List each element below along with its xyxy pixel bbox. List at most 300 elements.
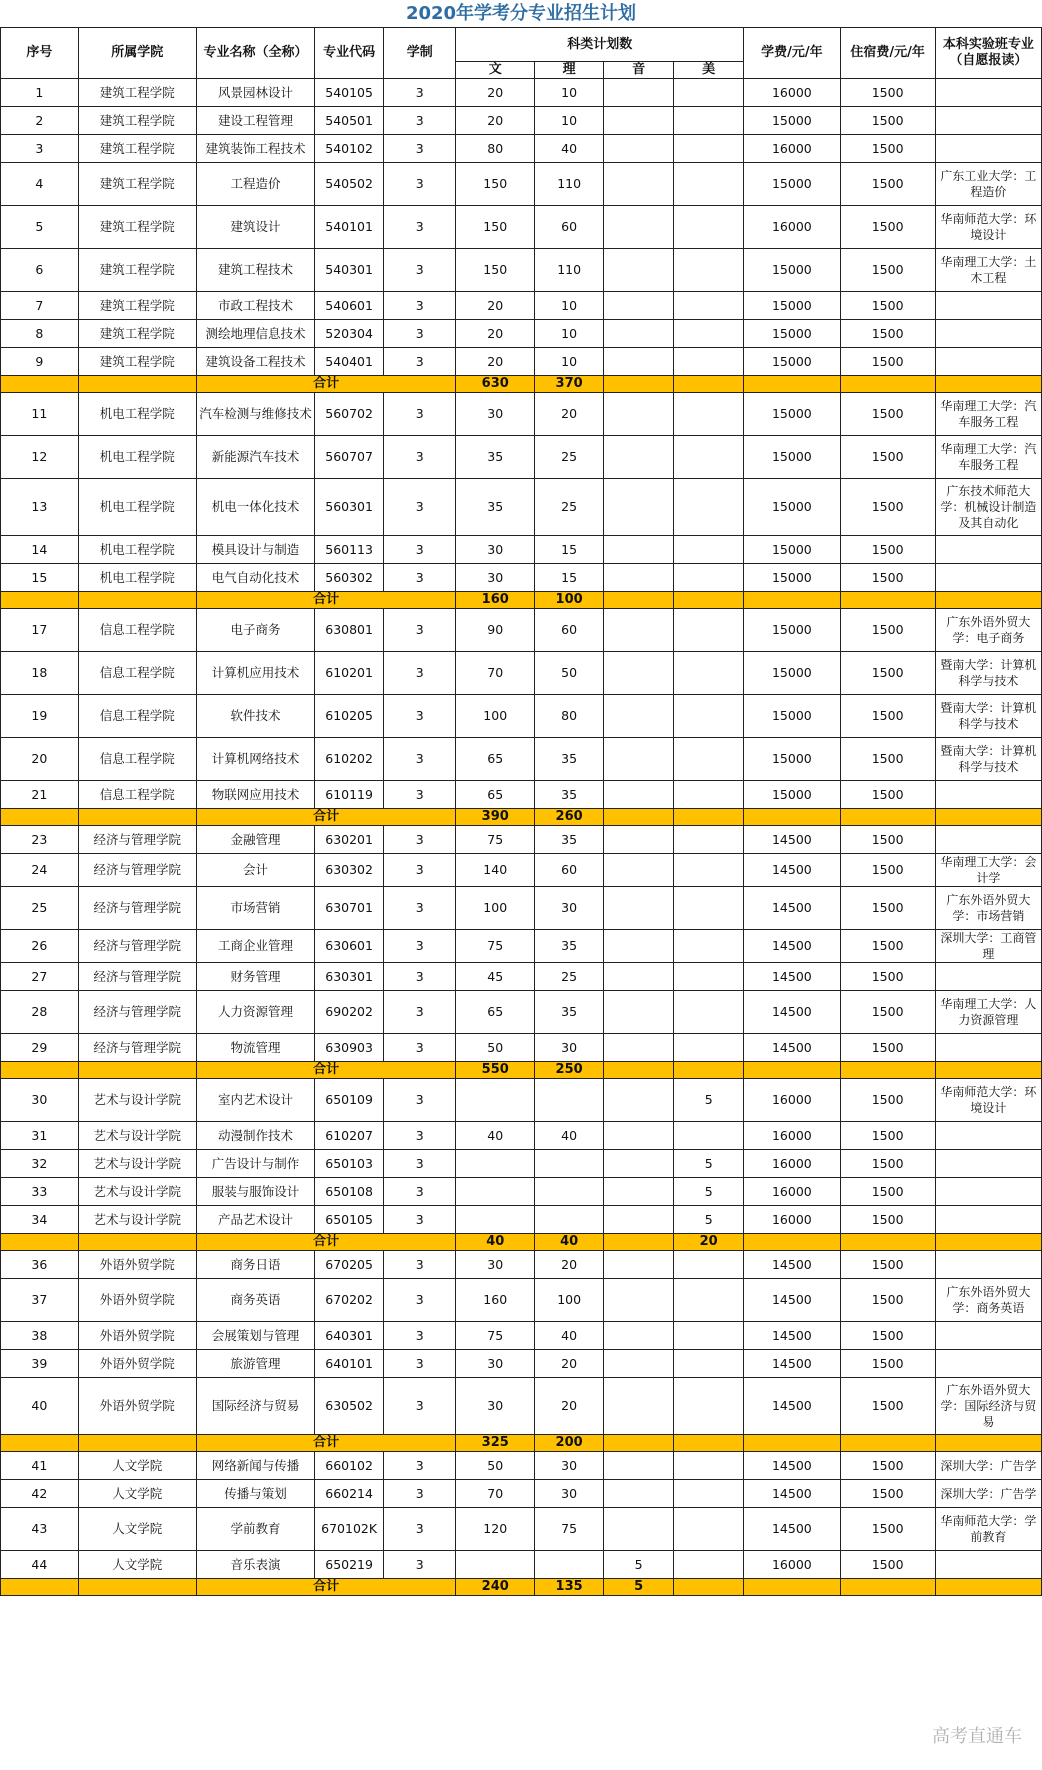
total-dorm-blank	[840, 1435, 935, 1452]
cell-years: 3	[384, 1206, 456, 1234]
total-college-blank	[78, 1234, 196, 1251]
cell-yin	[604, 1480, 674, 1508]
cell-college: 人文学院	[78, 1551, 196, 1579]
table-row	[1, 1551, 1042, 1579]
cell-mei	[674, 854, 744, 887]
cell-seq: 15	[1, 564, 79, 592]
cell-code: 630903	[315, 1034, 384, 1062]
cell-yin	[604, 652, 674, 695]
total-tuition-blank	[744, 376, 840, 393]
cell-years: 3	[384, 1034, 456, 1062]
cell-mei	[674, 652, 744, 695]
table-row	[1, 536, 1042, 564]
total-lab-blank	[935, 1579, 1041, 1596]
total-seq-blank	[1, 1234, 79, 1251]
cell-mei	[674, 292, 744, 320]
cell-yin	[604, 609, 674, 652]
cell-dorm: 1500	[840, 738, 935, 781]
cell-years: 3	[384, 652, 456, 695]
total-li: 40	[535, 1234, 604, 1251]
cell-wen: 30	[456, 564, 535, 592]
total-row	[1, 376, 1042, 393]
table-row	[1, 107, 1042, 135]
cell-lab: 广东外语外贸大学：商务英语	[935, 1279, 1041, 1322]
cell-yin	[604, 1079, 674, 1122]
cell-code: 560707	[315, 436, 384, 479]
table-row	[1, 1350, 1042, 1378]
cell-wen	[456, 1206, 535, 1234]
cell-mei	[674, 107, 744, 135]
cell-seq: 6	[1, 249, 79, 292]
cell-seq: 14	[1, 536, 79, 564]
cell-lab: 暨南大学：计算机科学与技术	[935, 738, 1041, 781]
cell-lab	[935, 1551, 1041, 1579]
cell-yin	[604, 479, 674, 536]
cell-lab	[935, 1350, 1041, 1378]
cell-major: 商务英语	[196, 1279, 314, 1322]
cell-li: 60	[535, 854, 604, 887]
cell-college: 信息工程学院	[78, 738, 196, 781]
cell-yin	[604, 1206, 674, 1234]
cell-major: 国际经济与贸易	[196, 1378, 314, 1435]
cell-lab: 华南师范大学：学前教育	[935, 1508, 1041, 1551]
cell-li: 60	[535, 206, 604, 249]
table-row	[1, 963, 1042, 991]
cell-college: 艺术与设计学院	[78, 1178, 196, 1206]
cell-wen: 35	[456, 479, 535, 536]
cell-years: 3	[384, 1350, 456, 1378]
col-header-years: 学制	[384, 28, 456, 79]
cell-yin	[604, 163, 674, 206]
cell-li: 30	[535, 887, 604, 930]
total-seq-blank	[1, 376, 79, 393]
cell-dorm: 1500	[840, 348, 935, 376]
cell-mei	[674, 1279, 744, 1322]
cell-college: 建筑工程学院	[78, 206, 196, 249]
cell-seq: 13	[1, 479, 79, 536]
cell-dorm: 1500	[840, 564, 935, 592]
cell-dorm: 1500	[840, 826, 935, 854]
cell-major: 金融管理	[196, 826, 314, 854]
cell-code: 540502	[315, 163, 384, 206]
cell-dorm: 1500	[840, 393, 935, 436]
cell-dorm: 1500	[840, 854, 935, 887]
cell-tuition: 16000	[744, 1122, 840, 1150]
total-row	[1, 1234, 1042, 1251]
cell-major: 建筑装饰工程技术	[196, 135, 314, 163]
cell-tuition: 14500	[744, 1480, 840, 1508]
cell-lab	[935, 320, 1041, 348]
cell-seq: 40	[1, 1378, 79, 1435]
cell-li: 40	[535, 1322, 604, 1350]
cell-college: 建筑工程学院	[78, 135, 196, 163]
cell-dorm: 1500	[840, 292, 935, 320]
cell-yin	[604, 930, 674, 963]
cell-years: 3	[384, 536, 456, 564]
cell-tuition: 15000	[744, 564, 840, 592]
total-row	[1, 1062, 1042, 1079]
cell-code: 540105	[315, 79, 384, 107]
cell-yin	[604, 1378, 674, 1435]
cell-li: 20	[535, 1350, 604, 1378]
total-dorm-blank	[840, 592, 935, 609]
cell-yin	[604, 1322, 674, 1350]
cell-years: 3	[384, 1079, 456, 1122]
cell-dorm: 1500	[840, 1122, 935, 1150]
cell-li: 100	[535, 1279, 604, 1322]
cell-tuition: 14500	[744, 854, 840, 887]
cell-dorm: 1500	[840, 79, 935, 107]
cell-major: 财务管理	[196, 963, 314, 991]
total-yin	[604, 1435, 674, 1452]
cell-wen: 150	[456, 206, 535, 249]
cell-wen: 30	[456, 536, 535, 564]
total-wen: 550	[456, 1062, 535, 1079]
total-label: 合计	[196, 592, 455, 609]
cell-college: 经济与管理学院	[78, 826, 196, 854]
cell-code: 650108	[315, 1178, 384, 1206]
cell-dorm: 1500	[840, 1551, 935, 1579]
cell-mei	[674, 436, 744, 479]
table-row	[1, 826, 1042, 854]
cell-lab: 华南理工大学：汽车服务工程	[935, 436, 1041, 479]
cell-tuition: 14500	[744, 930, 840, 963]
table-row	[1, 206, 1042, 249]
cell-mei	[674, 1378, 744, 1435]
cell-yin	[604, 887, 674, 930]
table-row	[1, 1178, 1042, 1206]
total-college-blank	[78, 376, 196, 393]
cell-college: 机电工程学院	[78, 479, 196, 536]
total-label: 合计	[196, 376, 455, 393]
cell-years: 3	[384, 292, 456, 320]
cell-college: 艺术与设计学院	[78, 1206, 196, 1234]
cell-li: 10	[535, 107, 604, 135]
cell-li: 10	[535, 79, 604, 107]
cell-dorm: 1500	[840, 781, 935, 809]
total-label: 合计	[196, 1234, 455, 1251]
total-college-blank	[78, 1579, 196, 1596]
cell-years: 3	[384, 963, 456, 991]
cell-seq: 34	[1, 1206, 79, 1234]
cell-tuition: 14500	[744, 826, 840, 854]
cell-li: 50	[535, 652, 604, 695]
cell-lab: 华南理工大学：汽车服务工程	[935, 393, 1041, 436]
cell-code: 670202	[315, 1279, 384, 1322]
cell-wen: 80	[456, 135, 535, 163]
cell-wen: 120	[456, 1508, 535, 1551]
cell-seq: 18	[1, 652, 79, 695]
total-lab-blank	[935, 376, 1041, 393]
cell-seq: 1	[1, 79, 79, 107]
cell-seq: 36	[1, 1251, 79, 1279]
cell-li: 30	[535, 1480, 604, 1508]
cell-code: 650105	[315, 1206, 384, 1234]
cell-mei	[674, 320, 744, 348]
cell-college: 外语外贸学院	[78, 1322, 196, 1350]
cell-li: 60	[535, 609, 604, 652]
col-header-code: 专业代码	[315, 28, 384, 79]
cell-major: 商务日语	[196, 1251, 314, 1279]
cell-dorm: 1500	[840, 609, 935, 652]
cell-major: 汽车检测与维修技术	[196, 393, 314, 436]
cell-wen: 30	[456, 1378, 535, 1435]
cell-seq: 23	[1, 826, 79, 854]
cell-li: 75	[535, 1508, 604, 1551]
table-row	[1, 135, 1042, 163]
cell-seq: 32	[1, 1150, 79, 1178]
total-wen: 390	[456, 809, 535, 826]
total-mei: 20	[674, 1234, 744, 1251]
table-row	[1, 292, 1042, 320]
cell-college: 经济与管理学院	[78, 1034, 196, 1062]
total-lab-blank	[935, 592, 1041, 609]
cell-seq: 17	[1, 609, 79, 652]
cell-lab	[935, 348, 1041, 376]
total-li: 135	[535, 1579, 604, 1596]
cell-mei	[674, 930, 744, 963]
cell-yin	[604, 292, 674, 320]
cell-lab: 华南理工大学：人力资源管理	[935, 991, 1041, 1034]
cell-seq: 26	[1, 930, 79, 963]
cell-code: 610119	[315, 781, 384, 809]
total-tuition-blank	[744, 1234, 840, 1251]
cell-li: 40	[535, 135, 604, 163]
table-row	[1, 930, 1042, 963]
cell-code: 670102K	[315, 1508, 384, 1551]
cell-code: 660214	[315, 1480, 384, 1508]
header-row	[1, 28, 1042, 62]
cell-dorm: 1500	[840, 652, 935, 695]
cell-code: 610202	[315, 738, 384, 781]
cell-mei	[674, 1480, 744, 1508]
table-row	[1, 1150, 1042, 1178]
cell-tuition: 14500	[744, 991, 840, 1034]
total-dorm-blank	[840, 1579, 935, 1596]
table-row	[1, 695, 1042, 738]
cell-dorm: 1500	[840, 536, 935, 564]
cell-code: 630701	[315, 887, 384, 930]
table-row	[1, 781, 1042, 809]
cell-lab	[935, 1150, 1041, 1178]
cell-code: 630502	[315, 1378, 384, 1435]
total-seq-blank	[1, 1579, 79, 1596]
cell-code: 560301	[315, 479, 384, 536]
cell-dorm: 1500	[840, 1350, 935, 1378]
cell-years: 3	[384, 249, 456, 292]
cell-yin	[604, 536, 674, 564]
cell-major: 测绘地理信息技术	[196, 320, 314, 348]
cell-code: 540501	[315, 107, 384, 135]
cell-wen: 100	[456, 887, 535, 930]
cell-mei	[674, 135, 744, 163]
total-lab-blank	[935, 1062, 1041, 1079]
total-lab-blank	[935, 1435, 1041, 1452]
cell-li: 35	[535, 738, 604, 781]
cell-major: 工程造价	[196, 163, 314, 206]
cell-lab	[935, 536, 1041, 564]
cell-college: 信息工程学院	[78, 695, 196, 738]
cell-college: 建筑工程学院	[78, 249, 196, 292]
cell-yin	[604, 1034, 674, 1062]
cell-lab	[935, 1178, 1041, 1206]
total-tuition-blank	[744, 1062, 840, 1079]
cell-wen	[456, 1178, 535, 1206]
cell-mei	[674, 609, 744, 652]
cell-tuition: 15000	[744, 393, 840, 436]
cell-mei	[674, 393, 744, 436]
total-seq-blank	[1, 592, 79, 609]
cell-mei: 5	[674, 1150, 744, 1178]
cell-yin	[604, 348, 674, 376]
cell-tuition: 14500	[744, 1034, 840, 1062]
cell-wen	[456, 1150, 535, 1178]
table-row	[1, 738, 1042, 781]
cell-lab: 华南师范大学：环境设计	[935, 206, 1041, 249]
cell-yin	[604, 1178, 674, 1206]
cell-years: 3	[384, 1508, 456, 1551]
cell-seq: 28	[1, 991, 79, 1034]
cell-tuition: 15000	[744, 652, 840, 695]
cell-yin	[604, 249, 674, 292]
cell-years: 3	[384, 79, 456, 107]
cell-wen: 20	[456, 348, 535, 376]
cell-seq: 21	[1, 781, 79, 809]
cell-yin	[604, 206, 674, 249]
col-header-yin: 音	[604, 62, 674, 79]
cell-major: 电子商务	[196, 609, 314, 652]
total-yin	[604, 809, 674, 826]
cell-major: 计算机网络技术	[196, 738, 314, 781]
col-header-seq: 序号	[1, 28, 79, 79]
cell-major: 风景园林设计	[196, 79, 314, 107]
cell-li	[535, 1079, 604, 1122]
cell-dorm: 1500	[840, 695, 935, 738]
total-dorm-blank	[840, 1234, 935, 1251]
cell-tuition: 15000	[744, 249, 840, 292]
cell-wen: 150	[456, 163, 535, 206]
total-mei	[674, 592, 744, 609]
total-li: 370	[535, 376, 604, 393]
cell-seq: 29	[1, 1034, 79, 1062]
total-dorm-blank	[840, 1062, 935, 1079]
cell-seq: 43	[1, 1508, 79, 1551]
cell-college: 建筑工程学院	[78, 348, 196, 376]
cell-li: 10	[535, 292, 604, 320]
total-mei	[674, 1579, 744, 1596]
total-tuition-blank	[744, 1435, 840, 1452]
table-row	[1, 1206, 1042, 1234]
cell-seq: 39	[1, 1350, 79, 1378]
cell-code: 540601	[315, 292, 384, 320]
cell-wen: 20	[456, 292, 535, 320]
cell-seq: 12	[1, 436, 79, 479]
cell-mei	[674, 536, 744, 564]
cell-years: 3	[384, 1122, 456, 1150]
cell-li: 10	[535, 348, 604, 376]
cell-li: 15	[535, 536, 604, 564]
cell-tuition: 16000	[744, 79, 840, 107]
cell-years: 3	[384, 1378, 456, 1435]
cell-code: 650103	[315, 1150, 384, 1178]
cell-mei: 5	[674, 1206, 744, 1234]
total-li: 260	[535, 809, 604, 826]
cell-mei	[674, 79, 744, 107]
total-label: 合计	[196, 1435, 455, 1452]
cell-mei	[674, 1551, 744, 1579]
cell-major: 产品艺术设计	[196, 1206, 314, 1234]
enrollment-plan-table	[0, 27, 1042, 1596]
table-row	[1, 249, 1042, 292]
cell-lab: 华南理工大学：土木工程	[935, 249, 1041, 292]
cell-major: 电气自动化技术	[196, 564, 314, 592]
cell-wen	[456, 1079, 535, 1122]
watermark-text: 高考直通车	[932, 1726, 1022, 1747]
total-mei	[674, 1062, 744, 1079]
cell-wen: 50	[456, 1452, 535, 1480]
cell-lab: 深圳大学：工商管理	[935, 930, 1041, 963]
cell-seq: 7	[1, 292, 79, 320]
cell-tuition: 15000	[744, 107, 840, 135]
cell-dorm: 1500	[840, 1251, 935, 1279]
cell-tuition: 15000	[744, 781, 840, 809]
cell-mei	[674, 991, 744, 1034]
total-yin	[604, 376, 674, 393]
page-title: 2020年学考分专业招生计划	[405, 3, 637, 24]
table-row	[1, 1480, 1042, 1508]
cell-wen: 75	[456, 826, 535, 854]
cell-yin	[604, 107, 674, 135]
cell-wen: 20	[456, 107, 535, 135]
total-mei	[674, 809, 744, 826]
cell-major: 模具设计与制造	[196, 536, 314, 564]
cell-yin	[604, 695, 674, 738]
cell-lab	[935, 1206, 1041, 1234]
cell-college: 外语外贸学院	[78, 1279, 196, 1322]
table-row	[1, 1452, 1042, 1480]
table-row	[1, 436, 1042, 479]
cell-years: 3	[384, 135, 456, 163]
cell-lab	[935, 781, 1041, 809]
cell-major: 室内艺术设计	[196, 1079, 314, 1122]
cell-major: 建设工程管理	[196, 107, 314, 135]
cell-major: 传播与策划	[196, 1480, 314, 1508]
table-row	[1, 1378, 1042, 1435]
cell-lab: 广东外语外贸大学：电子商务	[935, 609, 1041, 652]
cell-dorm: 1500	[840, 436, 935, 479]
cell-major: 旅游管理	[196, 1350, 314, 1378]
cell-years: 3	[384, 206, 456, 249]
total-lab-blank	[935, 809, 1041, 826]
cell-years: 3	[384, 1251, 456, 1279]
cell-li: 35	[535, 826, 604, 854]
cell-code: 630601	[315, 930, 384, 963]
cell-years: 3	[384, 1452, 456, 1480]
cell-lab	[935, 963, 1041, 991]
table-row	[1, 1251, 1042, 1279]
cell-years: 3	[384, 1150, 456, 1178]
cell-yin	[604, 1251, 674, 1279]
table-body	[1, 79, 1042, 1596]
cell-li: 15	[535, 564, 604, 592]
cell-wen: 20	[456, 320, 535, 348]
cell-years: 3	[384, 1551, 456, 1579]
cell-tuition: 16000	[744, 206, 840, 249]
cell-seq: 4	[1, 163, 79, 206]
cell-major: 市政工程技术	[196, 292, 314, 320]
cell-tuition: 16000	[744, 1079, 840, 1122]
total-seq-blank	[1, 809, 79, 826]
